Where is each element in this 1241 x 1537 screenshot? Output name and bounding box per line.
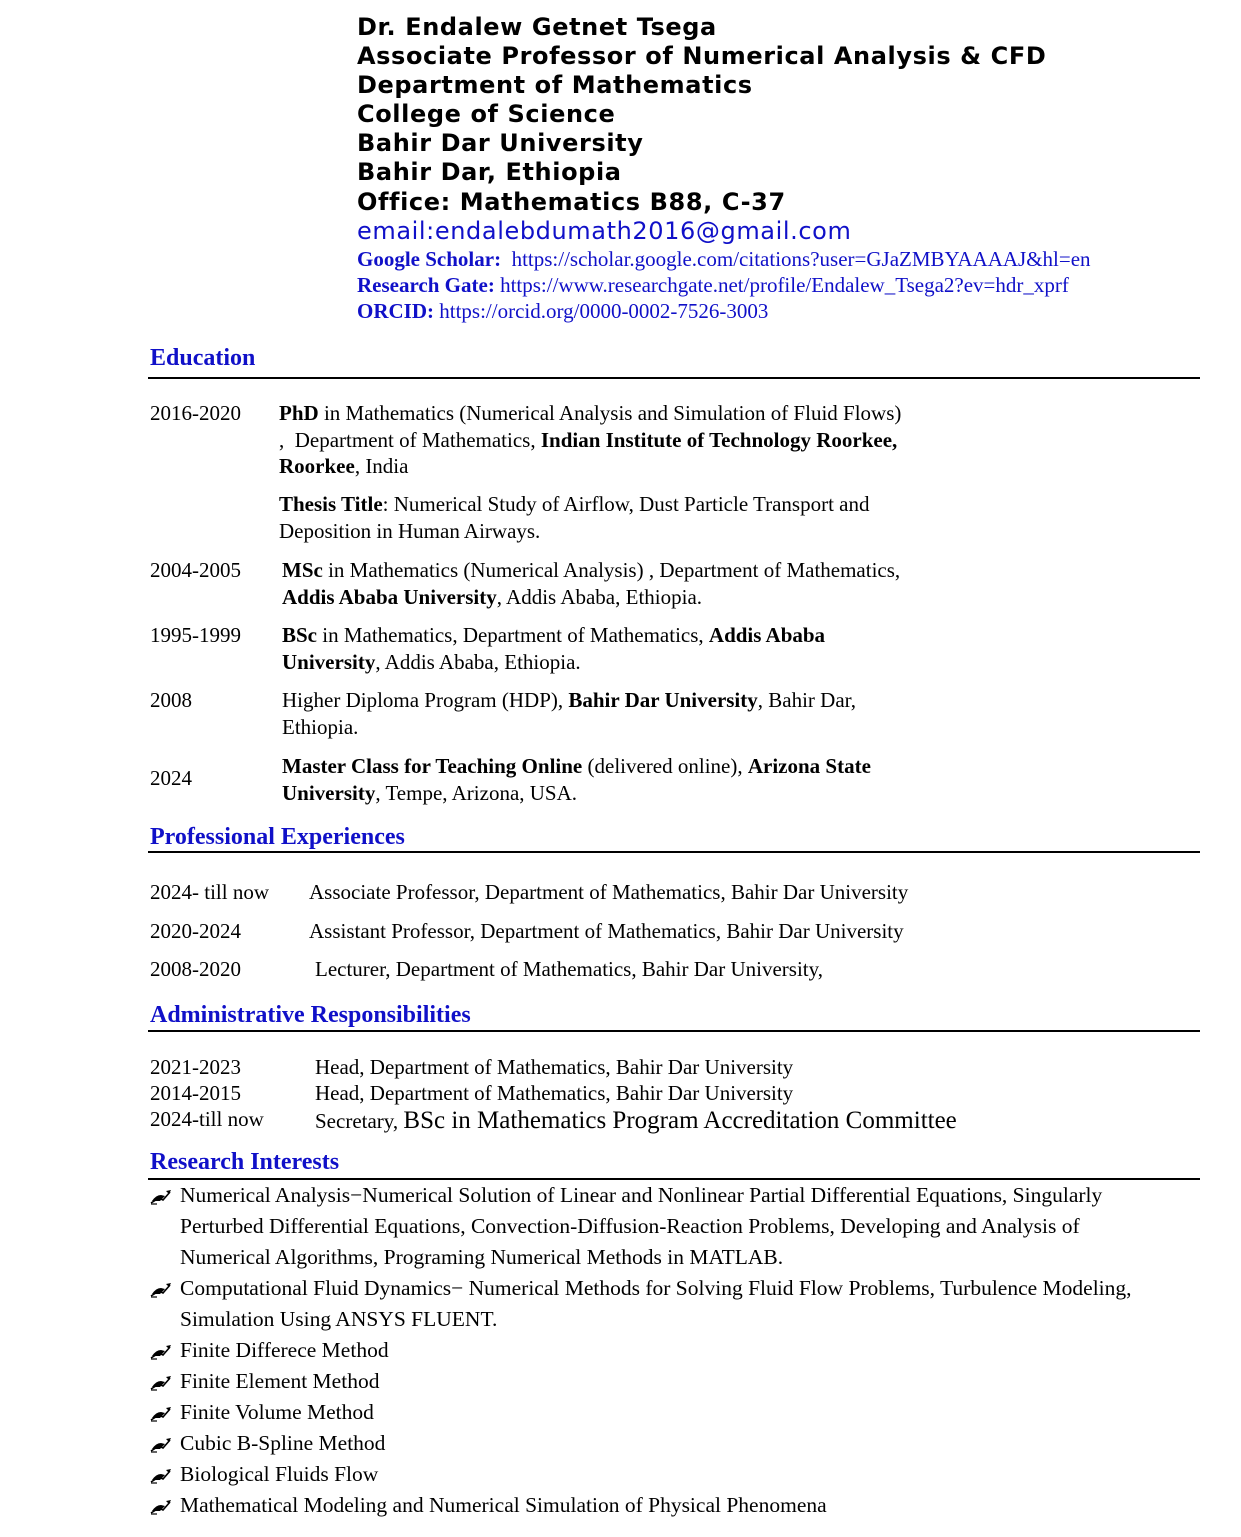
research-interest-item: Biological Fluids Flow bbox=[180, 1462, 379, 1486]
edu-entry-masterclass bbox=[282, 753, 871, 806]
admin-role: Head, Department of Mathematics, Bahir Dar University bbox=[315, 1055, 794, 1079]
text: in Mathematics, Department of Mathematics, bbox=[317, 623, 709, 647]
text: Secretary, bbox=[315, 1109, 404, 1133]
writing-hand-icon bbox=[150, 1406, 172, 1422]
research-interest-item: Numerical Analysis−Numerical Solution of Linear and Nonlinear Partial Differential Equations, Singularly bbox=[180, 1183, 1103, 1207]
section-title-experience: Professional Experiences bbox=[150, 824, 405, 850]
institution: Addis Ababa bbox=[708, 623, 826, 647]
institution: Bahir Dar University bbox=[568, 688, 758, 712]
section-title-research: Research Interests bbox=[150, 1149, 340, 1175]
admin-years: 2024-till now bbox=[150, 1107, 264, 1131]
text: Ethiopia. bbox=[282, 714, 359, 739]
section-divider bbox=[148, 377, 1200, 379]
edu-years: 2004-2005 bbox=[150, 558, 241, 582]
orcid-link[interactable] bbox=[357, 298, 768, 324]
section-divider bbox=[148, 1030, 1200, 1032]
admin-years: 2014-2015 bbox=[150, 1081, 241, 1105]
degree: MSc bbox=[282, 558, 323, 582]
email-link[interactable]: email:endalebdumath2016@gmail.com bbox=[357, 217, 852, 245]
text: , Department of Mathematics, bbox=[279, 427, 541, 452]
edu-entry-msc bbox=[282, 557, 900, 610]
section-title-education: Education bbox=[150, 345, 256, 371]
text: : Numerical Study of Airflow, Dust Particle Transport and bbox=[382, 492, 870, 516]
institution: Addis Ababa University bbox=[282, 584, 497, 609]
research-interest-item: Perturbed Differential Equations, Convection-Diffusion-Reaction Problems, Developing and Analysis of bbox=[180, 1214, 1080, 1238]
text: , Bahir Dar, bbox=[757, 688, 857, 712]
text: in Mathematics (Numerical Analysis) , Department of Mathematics, bbox=[322, 558, 901, 582]
section-title-admin: Administrative Responsibilities bbox=[150, 1002, 471, 1028]
admin-role: Head, Department of Mathematics, Bahir Dar University bbox=[315, 1081, 794, 1105]
link-url[interactable]: https://scholar.google.com/citations?user=GJaZMBYAAAAJ&hl=en bbox=[511, 247, 1091, 271]
edu-years: 2024 bbox=[150, 766, 192, 790]
admin-years: 2021-2023 bbox=[150, 1055, 241, 1079]
research-interest-item: Cubic B-Spline Method bbox=[180, 1431, 386, 1455]
text: , Tempe, Arizona, USA. bbox=[375, 780, 578, 805]
edu-entry-hdp bbox=[282, 687, 856, 740]
edu-years: 2016-2020 bbox=[150, 401, 241, 425]
writing-hand-icon bbox=[150, 1468, 172, 1484]
edu-years: 2008 bbox=[150, 688, 192, 712]
writing-hand-icon bbox=[150, 1499, 172, 1515]
text: in Mathematics (Numerical Analysis and Simulation of Fluid Flows) bbox=[318, 401, 902, 425]
writing-hand-icon bbox=[150, 1344, 172, 1360]
department: Department of Mathematics bbox=[357, 71, 753, 99]
course: Master Class for Teaching Online bbox=[282, 754, 583, 778]
text: (delivered online), bbox=[582, 754, 748, 778]
link-label: ORCID: bbox=[357, 299, 434, 323]
research-interest-item: Mathematical Modeling and Numerical Simulation of Physical Phenomena bbox=[180, 1493, 827, 1517]
section-divider bbox=[148, 851, 1200, 853]
admin-role bbox=[315, 1108, 957, 1135]
text: BSc in Mathematics Program Accreditation Committee bbox=[403, 1107, 957, 1134]
city: Bahir Dar, Ethiopia bbox=[357, 158, 622, 186]
research-interest-item: Finite Element Method bbox=[180, 1369, 380, 1393]
thesis-label: Thesis Title bbox=[279, 492, 383, 516]
research-interest-item: Computational Fluid Dynamics− Numerical Methods for Solving Fluid Flow Problems, Turbulence Modeling, bbox=[180, 1276, 1132, 1300]
text: , Addis Ababa, Ethiopia. bbox=[496, 584, 703, 609]
exp-years: 2024- till now bbox=[150, 880, 269, 904]
research-interest-item: Simulation Using ANSYS FLUENT. bbox=[180, 1307, 498, 1331]
degree: BSc bbox=[282, 623, 318, 647]
link-url[interactable]: https://orcid.org/0000-0002-7526-3003 bbox=[439, 299, 769, 323]
person-name: Dr. Endalew Getnet Tsega bbox=[357, 13, 717, 41]
writing-hand-icon bbox=[150, 1375, 172, 1391]
research-interest-item: Finite Volume Method bbox=[180, 1400, 374, 1424]
exp-years: 2008-2020 bbox=[150, 957, 241, 981]
writing-hand-icon bbox=[150, 1189, 172, 1205]
text: Higher Diploma Program (HDP), bbox=[282, 688, 569, 712]
research-gate-link[interactable] bbox=[357, 272, 1069, 298]
edu-years: 1995-1999 bbox=[150, 623, 241, 647]
writing-hand-icon bbox=[150, 1437, 172, 1453]
institution: University bbox=[282, 780, 376, 805]
institution: University bbox=[282, 649, 376, 674]
link-label: Research Gate: bbox=[357, 273, 495, 297]
exp-role: Lecturer, Department of Mathematics, Bahir Dar University, bbox=[315, 957, 824, 981]
research-interest-item: Numerical Algorithms, Programing Numerical Methods in MATLAB. bbox=[180, 1245, 784, 1269]
thesis-title bbox=[279, 491, 870, 544]
edu-entry-bsc bbox=[282, 622, 825, 675]
college: College of Science bbox=[357, 100, 616, 128]
text: Deposition in Human Airways. bbox=[279, 518, 541, 543]
link-url[interactable]: https://www.researchgate.net/profile/Endalew_Tsega2?ev=hdr_xprf bbox=[500, 273, 1069, 297]
writing-hand-icon bbox=[150, 1282, 172, 1298]
degree: PhD bbox=[279, 401, 319, 425]
exp-role: Assistant Professor, Department of Mathematics, Bahir Dar University bbox=[309, 919, 904, 943]
text: , India bbox=[354, 454, 409, 478]
research-interest-item: Finite Differece Method bbox=[180, 1338, 389, 1362]
text: , Addis Ababa, Ethiopia. bbox=[375, 649, 581, 674]
office: Office: Mathematics B88, C-37 bbox=[357, 188, 786, 216]
institution: Arizona State bbox=[747, 754, 871, 778]
exp-role: Associate Professor, Department of Mathematics, Bahir Dar University bbox=[309, 880, 909, 904]
institution: Roorkee bbox=[279, 454, 355, 478]
google-scholar-link[interactable] bbox=[357, 246, 1091, 272]
link-label: Google Scholar: bbox=[357, 247, 502, 271]
university: Bahir Dar University bbox=[357, 129, 644, 157]
edu-entry-phd bbox=[279, 400, 901, 480]
position-title: Associate Professor of Numerical Analysis & CFD bbox=[357, 42, 1047, 70]
exp-years: 2020-2024 bbox=[150, 919, 241, 943]
institution: Indian Institute of Technology Roorkee, bbox=[540, 427, 898, 452]
